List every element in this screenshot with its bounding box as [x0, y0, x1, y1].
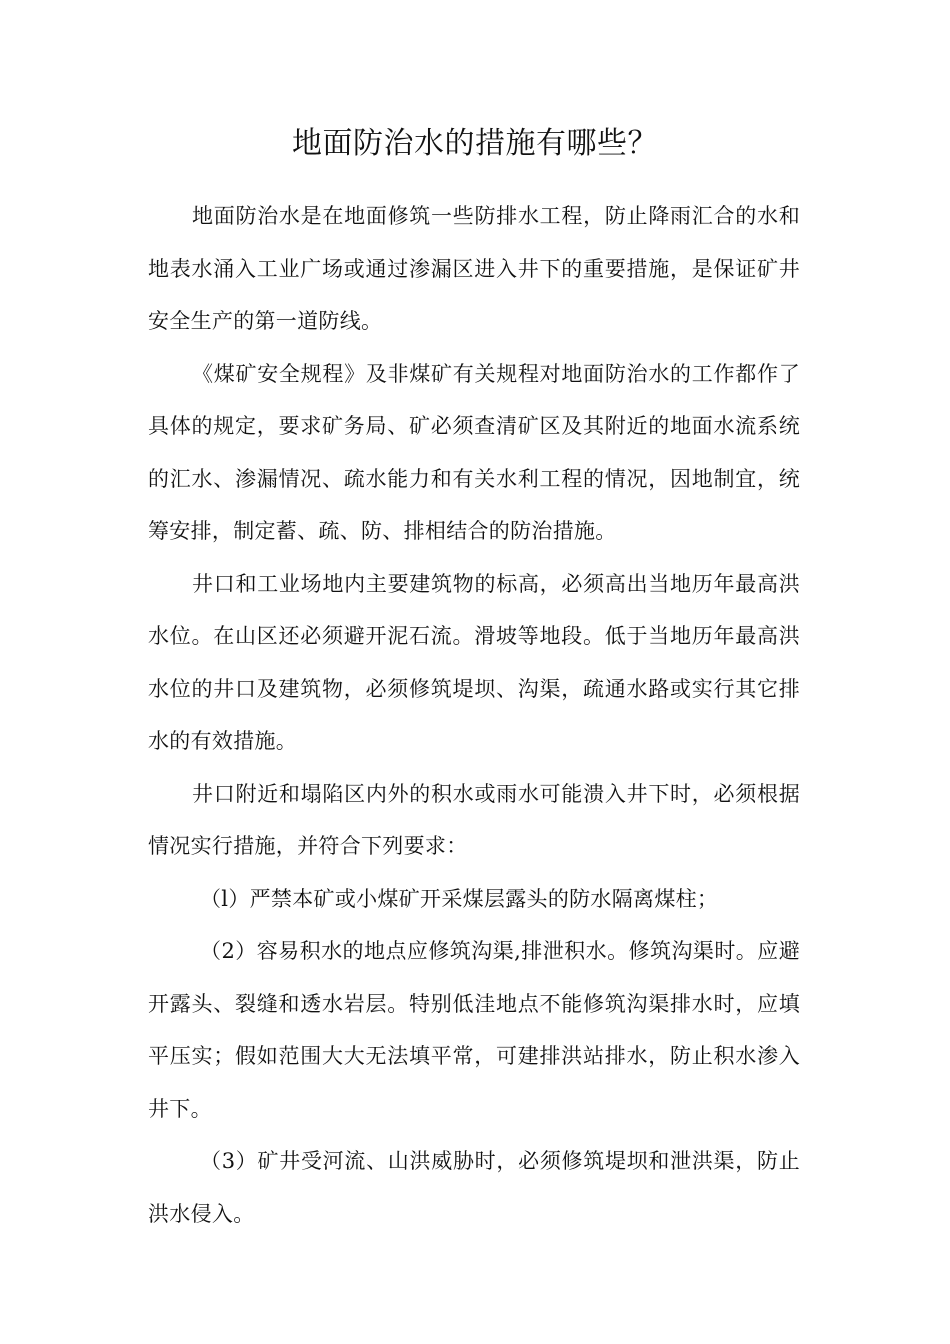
paragraph-intro: 地面防治水是在地面修筑一些防排水工程，防止降雨汇合的水和地表水涌入工业广场或通过渗漏区进入井下的重要措施，是保证矿井安全生产的第一道防线。: [148, 204, 800, 333]
paragraph-elevation: 井口和工业场地内主要建筑物的标高，必须高出当地历年最高洪水位。在山区还必须避开泥石流。滑坡等地段。低于当地历年最高洪水位的井口及建筑物，必须修筑堤坝、沟渠，疏通水路或实行其它排水的有效措施。: [148, 571, 800, 753]
document-title: 地面防治水的措施有哪些？: [292, 126, 658, 161]
paragraph-regulations: 《煤矿安全规程》及非煤矿有关规程对地面防治水的工作都作了具体的规定，要求矿务局、矿必须查清矿区及其附近的地面水流系统的汇水、渗漏情况、疏水能力和有关水利工程的情况，因地制宜，统筹安排，制定蓄、疏、防、排相结合的防治措施。: [148, 361, 800, 543]
document-body: [148, 190, 800, 1240]
list-item-1: （l）严禁本矿或小煤矿开采煤层露头的防水隔离煤柱；: [200, 886, 719, 911]
paragraph-requirements: 井口附近和塌陷区内外的积水或雨水可能溃入井下时，必须根据情况实行措施，并符合下列要求：: [148, 781, 800, 858]
list-item-2: （2）容易积水的地点应修筑沟渠,排泄积水。修筑沟渠时。应避开露头、裂缝和透水岩层。特别低洼地点不能修筑沟渠排水时，应填平压实；假如范围大大无法填平常，可建排洪站排水，防止积水渗入井下。: [148, 939, 800, 1121]
list-item-3: （3）矿井受河流、山洪威胁时，必须修筑堤坝和泄洪渠，防止洪水侵入。: [148, 1149, 800, 1226]
